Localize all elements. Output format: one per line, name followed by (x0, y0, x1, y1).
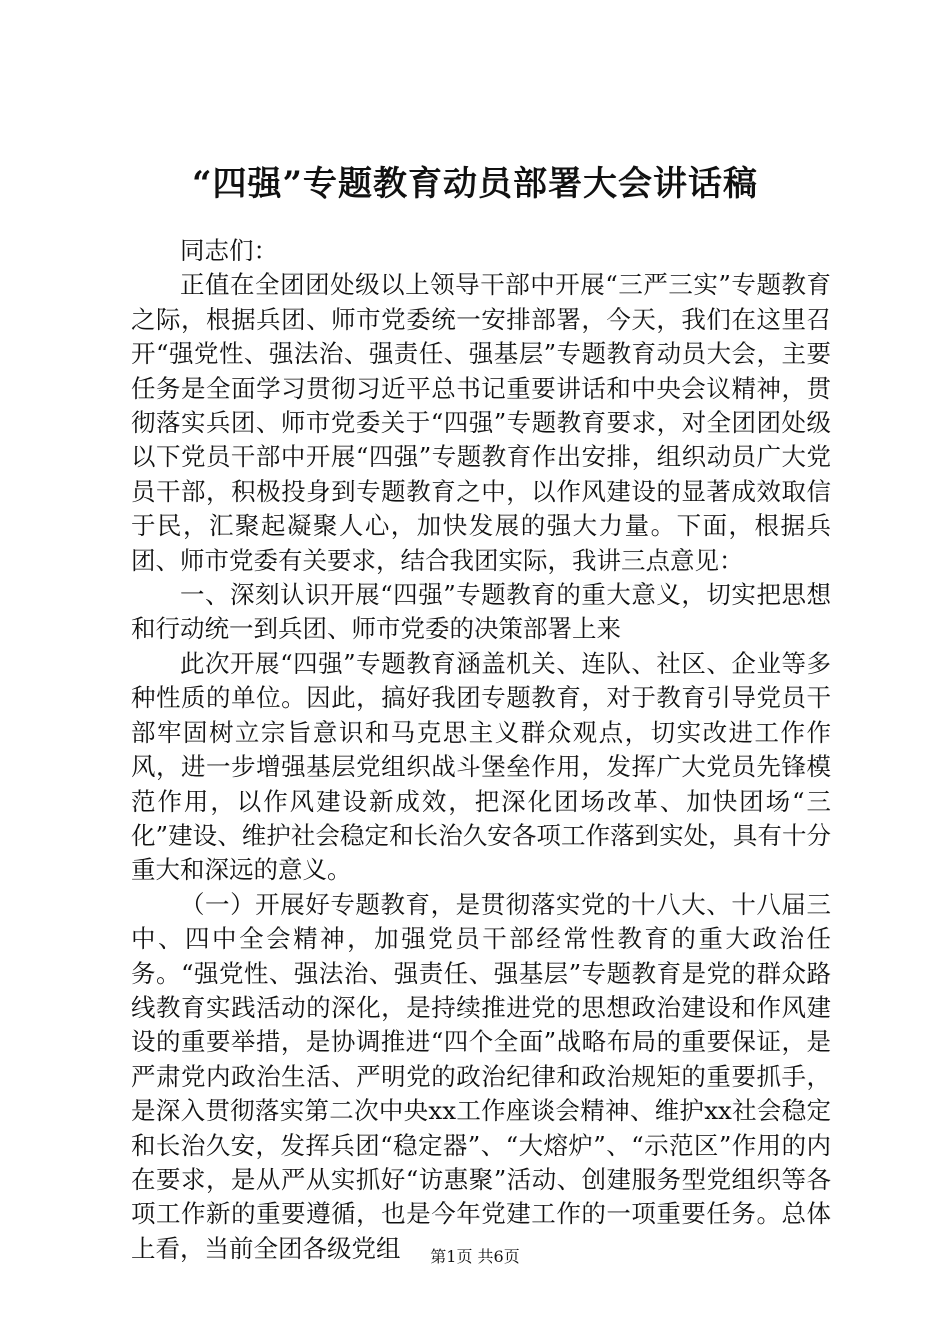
intro-paragraph: 正值在全团团处级以上领导干部中开展“三严三实”专题教育之际，根据兵团、师市党委统一安排部署，今天，我们在这里召开“强党性、强法治、强责任、强基层”专题教育动员大会，主要任务是全面学习贯彻习近平总书记重要讲话和中央会议精神，贯彻落实兵团、师市党委关于“四强”专题教育要求，对全团团处级以下党员干部中开展“四强”专题教育作出安排，组织动员广大党员干部，积极投身到专题教育之中，以作风建设的显著成效取信于民，汇聚起凝聚人心，加快发展的强大力量。下面，根据兵团、师市党委有关要求，结合我团实际，我讲三点意见： (131, 270, 831, 575)
salutation: 同志们： (180, 236, 278, 265)
document-body (131, 234, 831, 1266)
body-paragraph: 此次开展“四强”专题教育涵盖机关、连队、社区、企业等多种性质的单位。因此，搞好我团专题教育，对于教育引导党员干部牢固树立宗旨意识和马克思主义群众观点，切实改进工作作风，进一步增强基层党组织战斗堡垒作用，发挥广大党员先锋模范作用，以作风建设新成效，把深化团场改革、加快团场“三化”建设、维护社会稳定和长治久安各项工作落到实处，具有十分重大和深远的意义。 (131, 648, 831, 885)
page-number: 第1页 共6页 (430, 1247, 520, 1266)
document-title: “四强”专题教育动员部署大会讲话稿 (191, 164, 759, 204)
body-paragraph: （一）开展好专题教育，是贯彻落实党的十八大、十八届三中、四中全会精神，加强党员干部经常性教育的重大政治任务。“强党性、强法治、强责任、强基层”专题教育是党的群众路线教育实践活动的深化，是持续推进党的思想政治建设和作风建设的重要举措，是协调推进“四个全面”战略布局的重要保证，是严肃党内政治生活、严明党的政治纪律和政治规矩的重要抓手，是深入贯彻落实第二次中央xx工作座谈会精神、维护xx社会稳定和长治久安，发挥兵团“稳定器”、“大熔炉”、“示范区”作用的内在要求，是从严从实抓好“访惠聚”活动、创建服务型党组织等各项工作新的重要遵循，也是今年党建工作的一项重要任务。总体上看，当前全团各级党组 (131, 889, 831, 1263)
section-heading-1: 一、深刻认识开展“四强”专题教育的重大意义，切实把思想和行动统一到兵团、师市党委的决策部署上来 (131, 580, 831, 644)
